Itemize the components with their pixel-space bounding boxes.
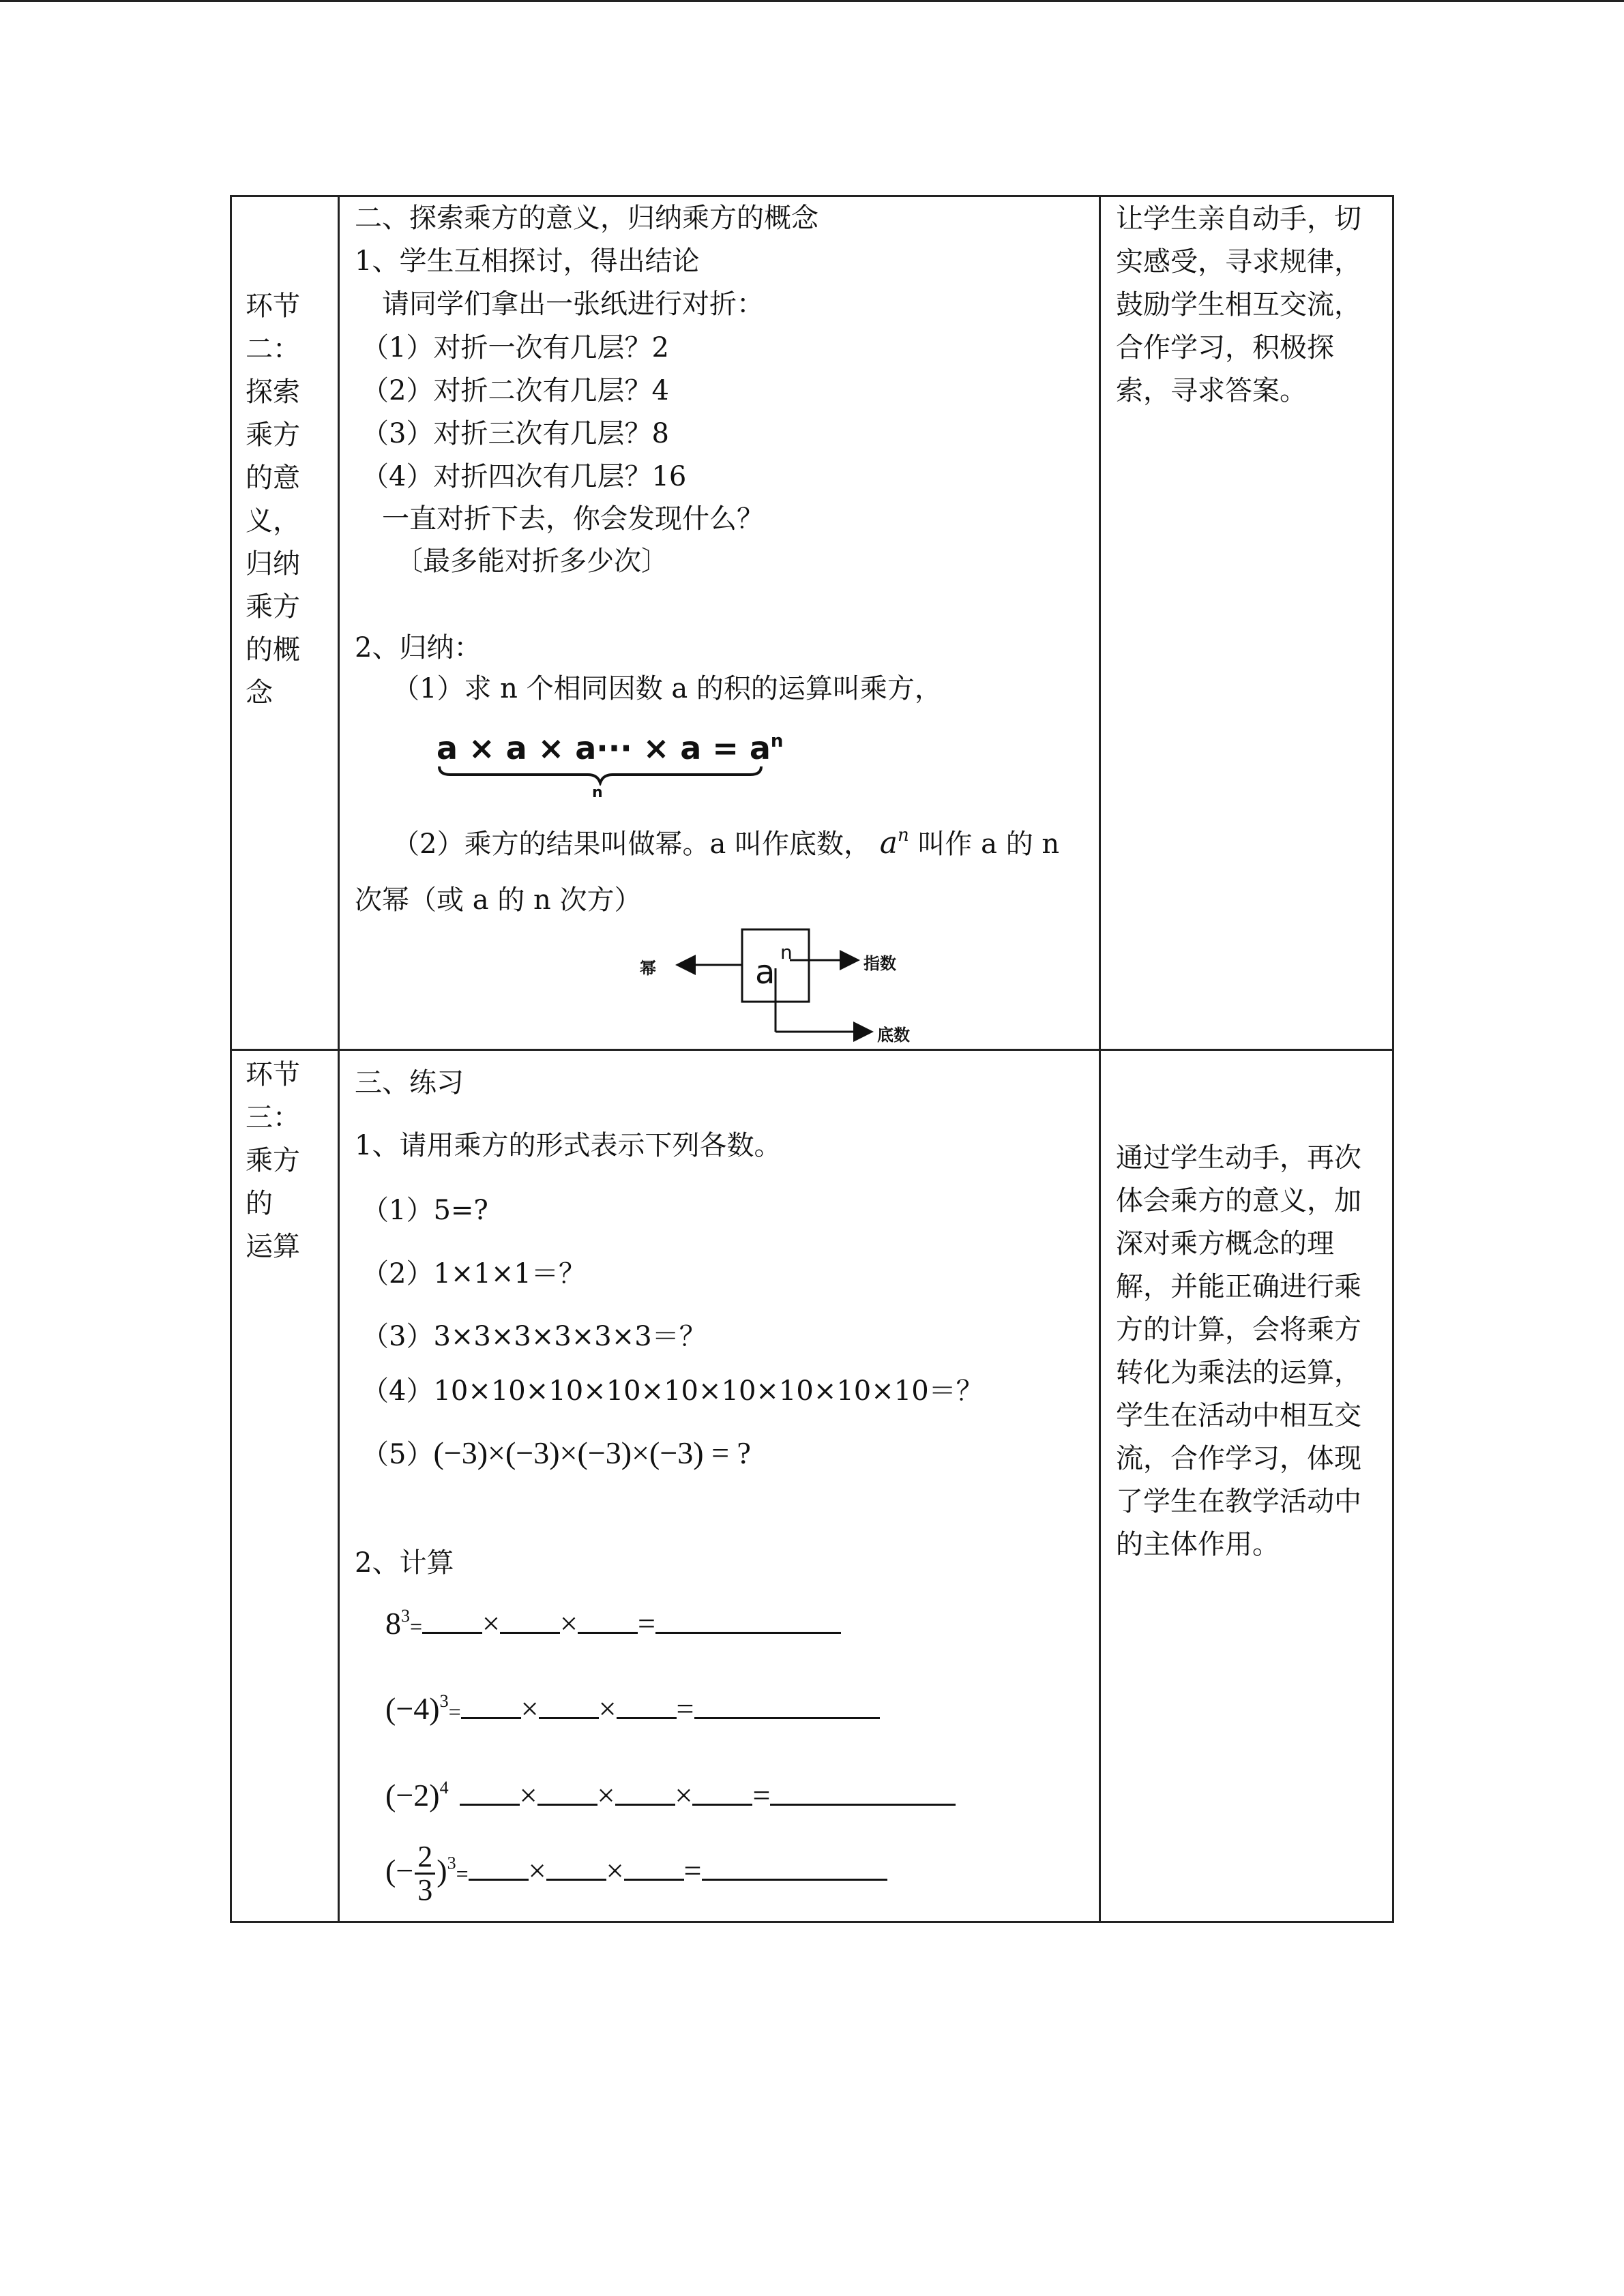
stage-label-row1 — [246, 285, 314, 715]
calc-op: × — [519, 1778, 537, 1813]
fraction-numerator: 2 — [415, 1841, 435, 1875]
underbrace-label: n — [592, 784, 603, 801]
calc-exp: 3 — [447, 1853, 456, 1873]
calc-eq: = — [448, 1699, 461, 1724]
fold-item: （2）对折二次有几层？4 — [361, 375, 669, 406]
answer-blank[interactable] — [500, 1629, 560, 1634]
answer-blank[interactable] — [469, 1876, 529, 1881]
calc-eq: = — [410, 1614, 423, 1639]
calc-op: × — [560, 1606, 578, 1641]
calc-row — [385, 1780, 956, 1811]
answer-blank[interactable] — [461, 1714, 521, 1719]
calc-op: × — [520, 1691, 539, 1726]
calc-base: (−4) — [385, 1691, 440, 1726]
fold-question: 一直对折下去，你会发现什么？ — [382, 503, 764, 535]
answer-blank-result[interactable] — [770, 1801, 956, 1806]
section-heading-practice: 三、练习 — [355, 1067, 464, 1099]
exercise-1-item: （1）5=? — [361, 1195, 488, 1226]
exercise-2-title: 2、计算 — [355, 1547, 454, 1579]
calc-op: × — [598, 1691, 617, 1726]
stage-char: 的意 — [246, 462, 300, 494]
fraction — [415, 1841, 435, 1906]
row-divider — [230, 1049, 1394, 1051]
fold-question-note: 〔最多能对折多少次〕 — [396, 546, 668, 577]
stage-char: 探索 — [246, 376, 300, 408]
fraction-denominator: 3 — [417, 1873, 433, 1907]
label-base: 底数 — [877, 1025, 910, 1045]
calc-op: × — [528, 1853, 546, 1888]
stage-char: 环节 — [246, 290, 300, 322]
answer-blank[interactable] — [422, 1629, 482, 1634]
definition-power-result-line2: 次幂（或 a 的 n 次方） — [355, 884, 642, 916]
diagram-exp-letter: n — [780, 941, 793, 964]
answer-blank[interactable] — [460, 1801, 520, 1806]
definition-power: （1）求 n 个相同因数 a 的积的运算叫乘方， — [392, 673, 942, 704]
stage-char: 归纳 — [246, 548, 300, 580]
exercise-1-item: （3）3×3×3×3×3×3＝？ — [361, 1321, 707, 1352]
calc-base: 8 — [385, 1606, 401, 1641]
stage-char: 环节 — [246, 1059, 300, 1090]
calc-op: = — [752, 1778, 771, 1813]
calc-exp: 4 — [439, 1778, 449, 1798]
exercise-1-item: （2）1×1×1＝？ — [361, 1258, 586, 1289]
formula-text: a × a × a··· × a = a — [437, 730, 771, 766]
teaching-note-row2: 通过学生动手，再次体会乘方的意义，加深对乘方概念的理解，并能正确进行乘方的计算，会将乘方转化为乘法的运算，学生在活动中相互交流，合作学习，体现了学生在教学活动中的主体作用。 — [1116, 1142, 1361, 1560]
calc-op: × — [675, 1778, 693, 1813]
calc-exp: 3 — [439, 1691, 449, 1711]
definition-power-result — [392, 825, 1060, 861]
stage-char: 的概 — [246, 634, 300, 666]
stage-char: 乘方 — [246, 419, 300, 451]
calc-exp: 3 — [401, 1606, 410, 1626]
label-exponent: 指数 — [863, 953, 896, 973]
answer-blank[interactable] — [624, 1876, 684, 1881]
answer-blank[interactable] — [537, 1801, 597, 1806]
calc-op: × — [597, 1778, 615, 1813]
table-right-border — [1392, 195, 1394, 1923]
underbrace — [437, 765, 764, 786]
formula-exponent: n — [770, 731, 784, 751]
calc-op: = — [676, 1691, 694, 1726]
def2-text-2: 叫作 a 的 n — [917, 829, 1060, 860]
calc-base-prefix: (− — [385, 1853, 414, 1888]
answer-blank-result[interactable] — [655, 1629, 841, 1634]
calc-op: × — [606, 1853, 624, 1888]
answer-blank[interactable] — [615, 1801, 675, 1806]
fold-item: （3）对折三次有几层？8 — [361, 418, 669, 449]
column-divider-2 — [1099, 195, 1101, 1923]
table-top-border — [230, 195, 1394, 197]
step-discuss: 1、学生互相探讨，得出结论 — [355, 245, 700, 277]
a-power-symbol — [880, 826, 909, 861]
answer-blank[interactable] — [539, 1714, 599, 1719]
diagram-base-letter: a — [755, 953, 776, 992]
stage-char: 念 — [246, 677, 273, 709]
calc-row — [385, 1841, 887, 1906]
answer-blank[interactable] — [617, 1714, 677, 1719]
section-heading-explore: 二、探索乘方的意义，归纳乘方的概念 — [355, 203, 818, 234]
stage-char: 乘方 — [246, 1145, 300, 1176]
item5-expression: (−3)×(−3)×(−3)×(−3) = ? — [433, 1435, 751, 1470]
answer-blank[interactable] — [546, 1876, 606, 1881]
answer-blank[interactable] — [578, 1629, 638, 1634]
answer-blank-result[interactable] — [694, 1714, 880, 1719]
stage-label-row2 — [246, 1054, 314, 1268]
table-left-border — [230, 195, 232, 1923]
symbol-base: a — [879, 826, 898, 861]
exercise-1-item — [361, 1437, 751, 1469]
calc-row — [385, 1608, 841, 1639]
calc-op: = — [637, 1606, 655, 1641]
answer-blank-result[interactable] — [702, 1876, 887, 1881]
stage-char: 二： — [246, 333, 300, 365]
teaching-note-row1: 让学生亲自动手，切实感受，寻求规律，鼓励学生相互交流，合作学习，积极探索，寻求答案。 — [1116, 203, 1361, 406]
stage-char: 义， — [246, 505, 300, 537]
calc-op: = — [683, 1853, 702, 1888]
stage-char: 运算 — [246, 1231, 300, 1262]
def2-text-1: （2）乘方的结果叫做幂。a 叫作底数， — [392, 829, 872, 860]
symbol-exp: n — [897, 825, 909, 846]
fold-item: （4）对折四次有几层？16 — [361, 461, 687, 492]
calc-op: × — [482, 1606, 500, 1641]
calc-base: (−2) — [385, 1778, 440, 1813]
exercise-1-item: （4）10×10×10×10×10×10×10×10×10＝？ — [361, 1375, 984, 1407]
stage-char: 三： — [246, 1102, 300, 1133]
calc-eq: = — [456, 1861, 469, 1886]
exercise-1-title: 1、请用乘方的形式表示下列各数。 — [355, 1130, 782, 1161]
power-formula — [437, 730, 873, 801]
fold-item: （1）对折一次有几层？2 — [361, 332, 669, 363]
step-summarize: 2、归纳： — [355, 632, 482, 664]
page-top-border — [0, 0, 1624, 2]
answer-blank[interactable] — [692, 1801, 752, 1806]
calc-row — [385, 1693, 880, 1725]
stage-char: 乘方 — [246, 591, 300, 623]
table-bottom-border — [230, 1921, 1394, 1923]
fold-prompt: 请同学们拿出一张纸进行对折： — [382, 288, 764, 320]
item5-label: （5） — [361, 1439, 434, 1470]
column-divider-1 — [338, 195, 340, 1923]
power-diagram — [634, 927, 934, 1047]
calc-base-suffix: ) — [437, 1853, 447, 1888]
stage-char: 的 — [246, 1188, 273, 1219]
label-power: 幂 — [640, 958, 656, 978]
